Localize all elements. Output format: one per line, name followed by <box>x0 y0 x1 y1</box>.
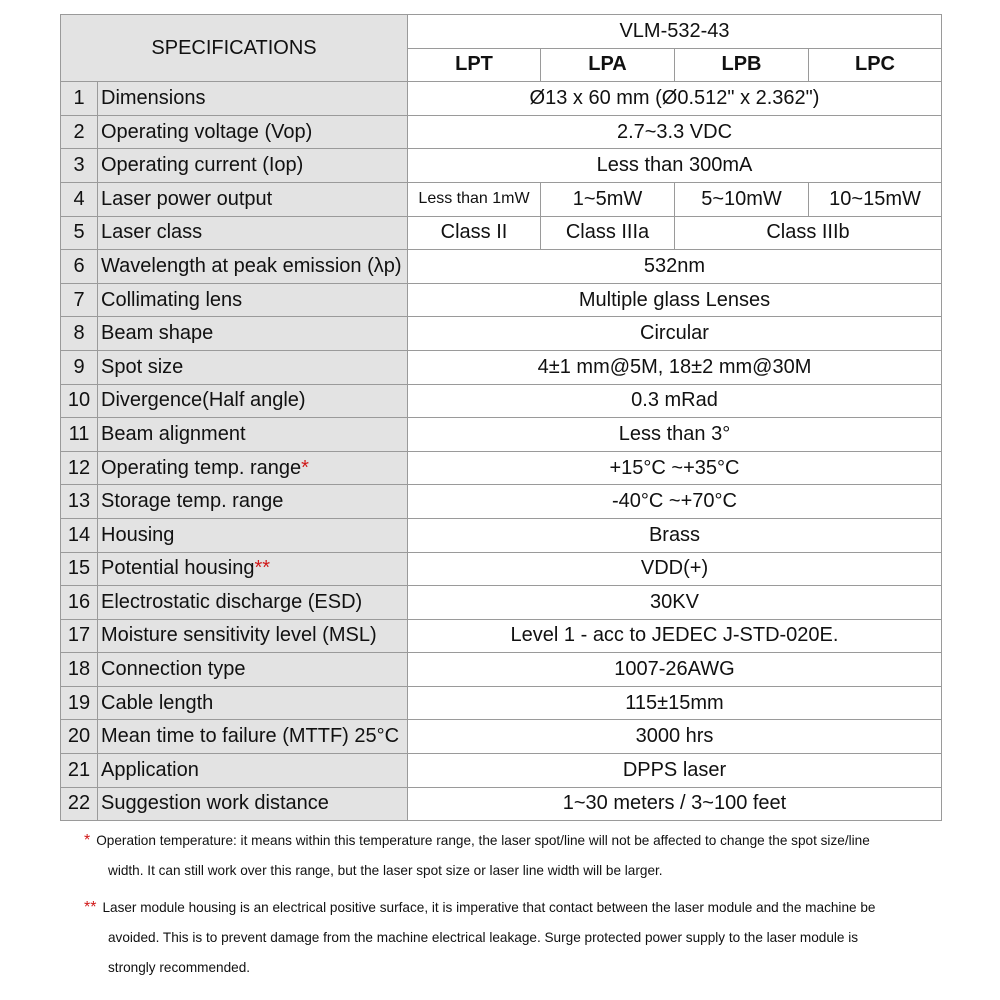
spec-label-text: Collimating lens <box>101 288 243 311</box>
spec-label-text: Operating voltage (Vop) <box>101 120 313 143</box>
spec-label <box>98 384 408 418</box>
row-number: 7 <box>61 283 98 317</box>
row-number: 10 <box>61 384 98 418</box>
row-number: 11 <box>61 418 98 452</box>
spec-value: 115±15mm <box>408 686 942 720</box>
spec-row <box>61 283 942 317</box>
spec-label <box>98 586 408 620</box>
spec-row <box>61 485 942 519</box>
row-number: 12 <box>61 451 98 485</box>
spec-value: Class IIIb <box>675 216 942 250</box>
spec-label <box>98 350 408 384</box>
row-number: 6 <box>61 250 98 284</box>
spec-value: 5~10mW <box>675 182 809 216</box>
spec-label-text: Moisture sensitivity level (MSL) <box>101 624 377 647</box>
spec-row <box>61 518 942 552</box>
spec-label-text: Cable length <box>101 691 214 714</box>
spec-value: 1007-26AWG <box>408 653 942 687</box>
spec-value: VDD(+) <box>408 552 942 586</box>
row-number: 3 <box>61 149 98 183</box>
spec-label <box>98 216 408 250</box>
spec-value: 30KV <box>408 586 942 620</box>
spec-row <box>61 754 942 788</box>
spec-label <box>98 115 408 149</box>
spec-value: Less than 3° <box>408 418 942 452</box>
row-number: 14 <box>61 518 98 552</box>
spec-label-text: Application <box>101 758 199 781</box>
spec-label <box>98 82 408 116</box>
spec-value: 3000 hrs <box>408 720 942 754</box>
spec-row <box>61 418 942 452</box>
spec-value: 1~30 meters / 3~100 feet <box>408 787 942 821</box>
row-number: 1 <box>61 82 98 116</box>
spec-row <box>61 82 942 116</box>
spec-label-text: Potential housing <box>101 557 255 580</box>
spec-row <box>61 552 942 586</box>
spec-row <box>61 317 942 351</box>
spec-row <box>61 653 942 687</box>
variant-lpt: LPT <box>408 48 541 82</box>
spec-label-text: Housing <box>101 523 175 546</box>
spec-value: 532nm <box>408 250 942 284</box>
spec-row <box>61 216 942 250</box>
spec-value: Ø13 x 60 mm (Ø0.512" x 2.362") <box>408 82 942 116</box>
spec-value: 0.3 mRad <box>408 384 942 418</box>
spec-label-text: Spot size <box>101 355 184 378</box>
row-number: 21 <box>61 754 98 788</box>
footnote-text: avoided. This is to prevent damage from the machine electrical leakage. Surge protected power supply to the laser module is <box>108 930 859 945</box>
header-row-model <box>61 15 942 49</box>
row-number: 13 <box>61 485 98 519</box>
spec-label <box>98 149 408 183</box>
spec-value: Brass <box>408 518 942 552</box>
row-number: 4 <box>61 182 98 216</box>
row-number: 2 <box>61 115 98 149</box>
spec-label-text: Operating temp. range <box>101 456 302 479</box>
spec-label <box>98 518 408 552</box>
spec-label-text: Divergence(Half angle) <box>101 389 306 412</box>
row-number: 5 <box>61 216 98 250</box>
spec-label-text: Dimensions <box>101 86 206 109</box>
footnote-marker: * <box>301 456 309 479</box>
row-number: 17 <box>61 619 98 653</box>
spec-row <box>61 451 942 485</box>
spec-label <box>98 720 408 754</box>
spec-label <box>98 283 408 317</box>
spec-row <box>61 149 942 183</box>
spec-label <box>98 686 408 720</box>
spec-label-text: Suggestion work distance <box>101 792 329 815</box>
spec-label <box>98 485 408 519</box>
spec-row <box>61 720 942 754</box>
row-number: 19 <box>61 686 98 720</box>
footnote-operation-temperature <box>84 826 954 886</box>
spec-row <box>61 250 942 284</box>
spec-label-text: Storage temp. range <box>101 490 284 513</box>
spec-label-text: Beam shape <box>101 322 214 345</box>
spec-value: +15°C ~+35°C <box>408 451 942 485</box>
spec-label <box>98 552 408 586</box>
row-number: 9 <box>61 350 98 384</box>
spec-label <box>98 754 408 788</box>
specifications-header: SPECIFICATIONS <box>61 15 408 82</box>
spec-label-text: Mean time to failure (MTTF) 25°C <box>101 725 400 748</box>
variant-lpc: LPC <box>809 48 942 82</box>
spec-label-text: Operating current (Iop) <box>101 154 304 177</box>
spec-label <box>98 418 408 452</box>
spec-value: -40°C ~+70°C <box>408 485 942 519</box>
spec-row <box>61 686 942 720</box>
spec-value: 4±1 mm@5M, 18±2 mm@30M <box>408 350 942 384</box>
spec-label-text: Laser class <box>101 221 203 244</box>
spec-label-text: Wavelength at peak emission (λp) <box>101 254 402 277</box>
footnote-star: * <box>84 832 91 849</box>
footnote-star: ** <box>84 899 97 916</box>
spec-value: Circular <box>408 317 942 351</box>
spec-label-text: Electrostatic discharge (ESD) <box>101 590 363 613</box>
spec-value: Class II <box>408 216 541 250</box>
variant-lpb: LPB <box>675 48 809 82</box>
spec-value: Level 1 - acc to JEDEC J-STD-020E. <box>408 619 942 653</box>
variant-lpa: LPA <box>541 48 675 82</box>
spec-value: Multiple glass Lenses <box>408 283 942 317</box>
footnote-text: Laser module housing is an electrical positive surface, it is imperative that contact between the laser module and the machine be <box>102 900 876 915</box>
spec-row <box>61 787 942 821</box>
footnote-text: strongly recommended. <box>108 960 251 975</box>
spec-label-text: Beam alignment <box>101 422 246 445</box>
specifications-table <box>60 14 942 821</box>
spec-value: Less than 300mA <box>408 149 942 183</box>
spec-label <box>98 182 408 216</box>
row-number: 8 <box>61 317 98 351</box>
spec-value: Class IIIa <box>541 216 675 250</box>
spec-label-text: Connection type <box>101 658 246 681</box>
spec-value: 1~5mW <box>541 182 675 216</box>
spec-value: 10~15mW <box>809 182 942 216</box>
row-number: 20 <box>61 720 98 754</box>
footnote-marker: ** <box>254 557 271 580</box>
spec-row <box>61 586 942 620</box>
row-number: 22 <box>61 787 98 821</box>
spec-label-text: Laser power output <box>101 187 273 210</box>
footnote-text: Operation temperature: it means within this temperature range, the laser spot/line will not be affected to change the spot size/line <box>96 833 870 848</box>
row-number: 16 <box>61 586 98 620</box>
spec-label <box>98 317 408 351</box>
spec-label <box>98 619 408 653</box>
footnote-text: width. It can still work over this range, but the laser spot size or laser line width will be larger. <box>108 863 663 878</box>
spec-label <box>98 653 408 687</box>
model-name: VLM-532-43 <box>408 15 942 49</box>
spec-label <box>98 250 408 284</box>
spec-value: Less than 1mW <box>408 182 541 216</box>
row-number: 18 <box>61 653 98 687</box>
spec-value: DPPS laser <box>408 754 942 788</box>
row-number: 15 <box>61 552 98 586</box>
spec-row <box>61 350 942 384</box>
spec-label <box>98 787 408 821</box>
footnote-housing <box>84 893 954 983</box>
spec-row <box>61 115 942 149</box>
spec-row <box>61 384 942 418</box>
spec-value: 2.7~3.3 VDC <box>408 115 942 149</box>
spec-row <box>61 619 942 653</box>
spec-label <box>98 451 408 485</box>
spec-row <box>61 182 942 216</box>
